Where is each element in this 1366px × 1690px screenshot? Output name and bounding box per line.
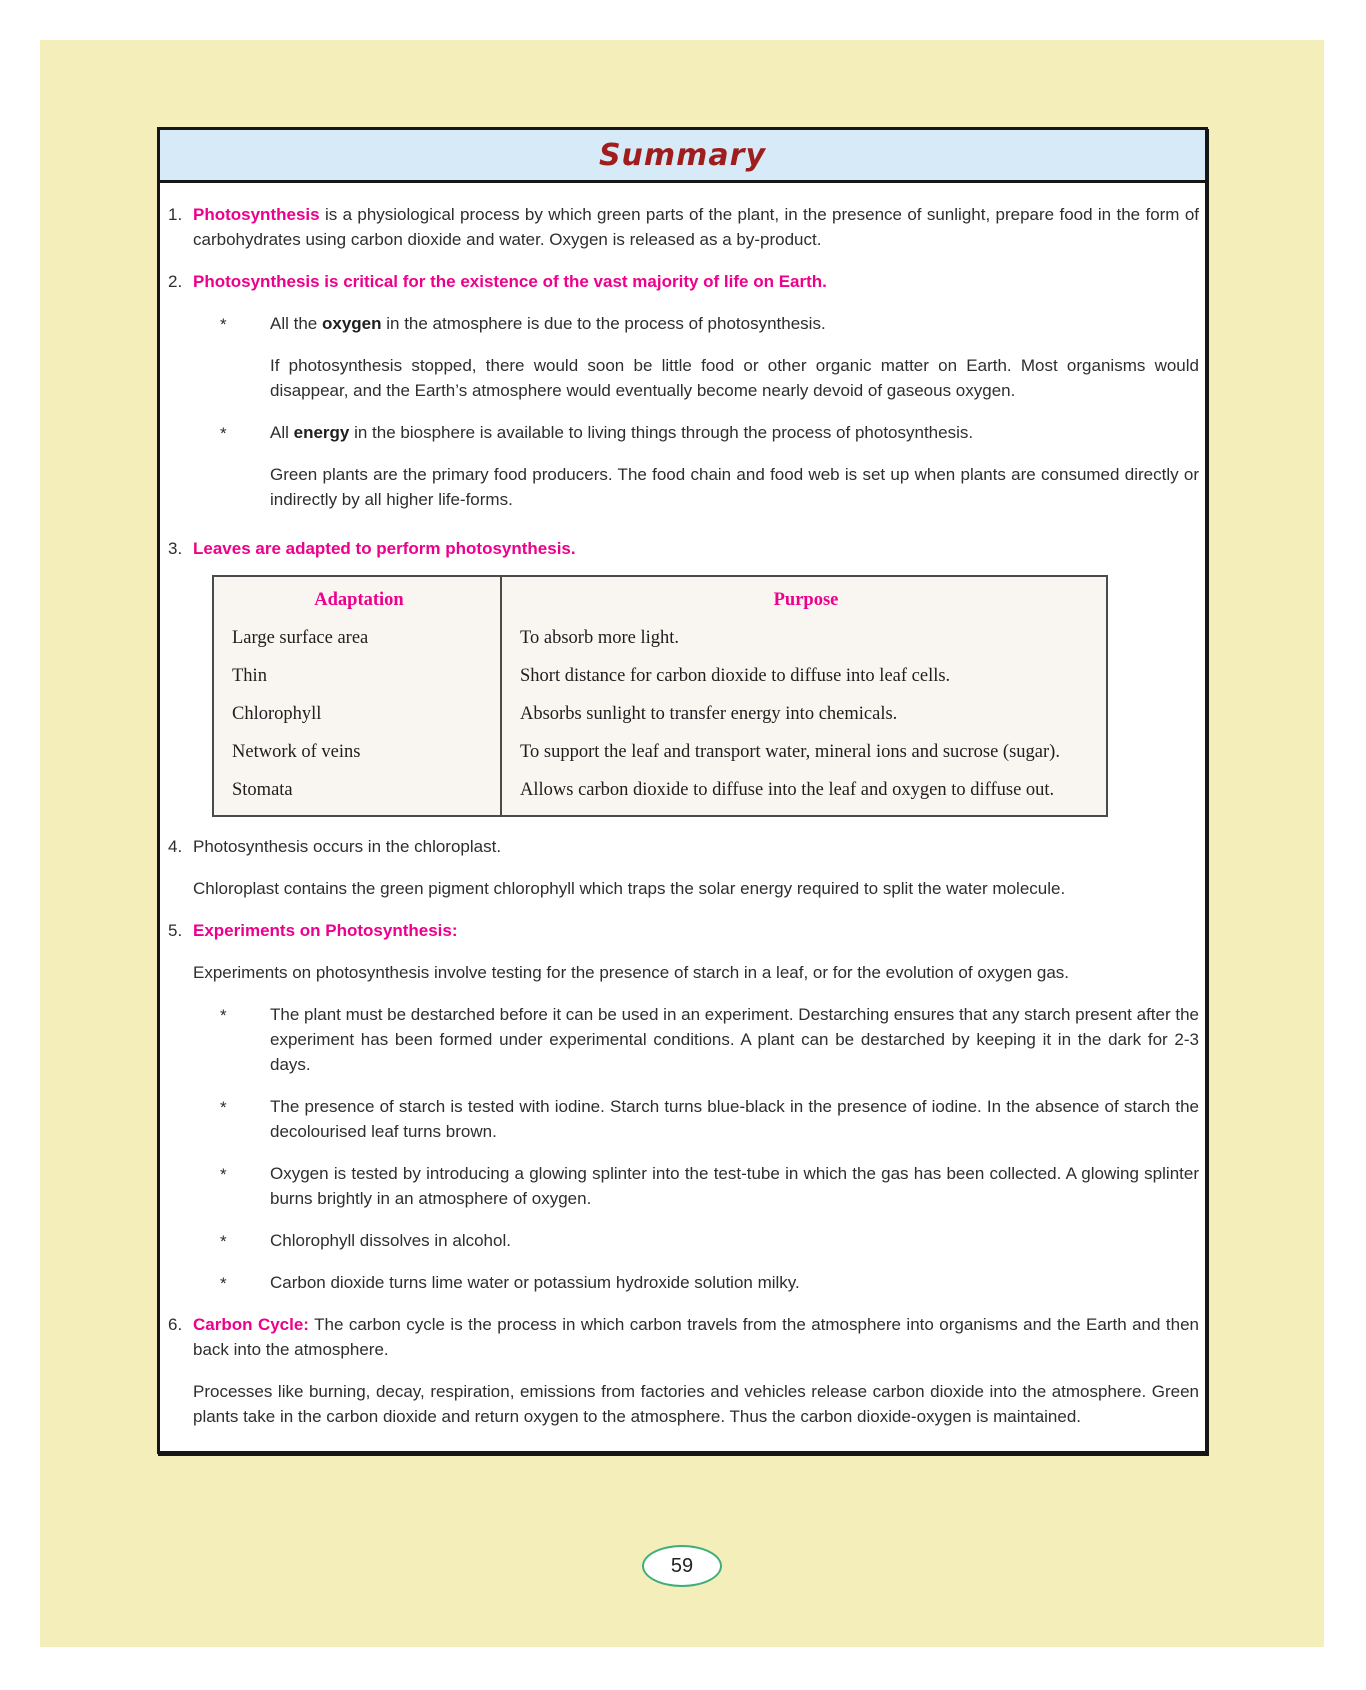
asterisk-bullet-icon: * xyxy=(220,1098,227,1117)
item-4-paragraph: Chloroplast contains the green pigment chlorophyll which traps the solar energy required to split the water molecule. xyxy=(193,879,1066,898)
column-header-adaptation: Adaptation xyxy=(314,590,404,610)
asterisk-bullet-icon: * xyxy=(220,1006,227,1025)
bullet-bold-word: energy xyxy=(293,423,350,442)
adaptation-purpose-table xyxy=(212,575,1108,817)
asterisk-bullet-icon: * xyxy=(220,315,227,334)
textbook-page xyxy=(40,40,1324,1647)
table-row xyxy=(213,733,1107,771)
asterisk-bullet-icon: * xyxy=(220,424,227,443)
item-6-number: 6. xyxy=(168,1315,183,1334)
bullet-text: Oxygen is tested by introducing a glowing splinter into the test-tube in which the gas has been collected. A glowing splinter burns brightly in an atmosphere of oxygen. xyxy=(270,1164,1199,1208)
item-5-number: 5. xyxy=(168,921,183,940)
purpose-cell: Allows carbon dioxide to diffuse into the leaf and oxygen to diffuse out. xyxy=(501,771,1107,816)
summary-header-band xyxy=(160,130,1205,183)
item-6-keyword: Carbon Cycle: xyxy=(193,1315,309,1334)
asterisk-bullet-icon: * xyxy=(220,1274,227,1293)
item-5-heading: Experiments on Photosynthesis: xyxy=(193,921,458,940)
item-6-paragraph: Processes like burning, decay, respiration, emissions from factories and vehicles release carbon dioxide into the atmosphere. Green plants take in the carbon dioxide and return oxygen to the atmosphere. Thus the carbon dioxide-oxygen is maintained. xyxy=(193,1382,1199,1426)
purpose-cell: To support the leaf and transport water, mineral ions and sucrose (sugar). xyxy=(501,733,1107,771)
asterisk-bullet-icon: * xyxy=(220,1232,227,1251)
item-2-paragraph-1: If photosynthesis stopped, there would soon be little food or other organic matter on Earth. Most organisms would disappear, and the Earth’s atmosphere would eventually become nearly devoid of gaseous oxygen. xyxy=(270,356,1199,400)
item-2-bullet-oxygen xyxy=(160,311,1199,336)
item-3-number: 3. xyxy=(168,539,183,558)
summary-box xyxy=(157,127,1208,1454)
item-5-bullet-destarch xyxy=(160,1002,1199,1077)
item-1-number: 1. xyxy=(168,205,183,224)
asterisk-bullet-icon: * xyxy=(220,1165,227,1184)
summary-item-6 xyxy=(160,1312,1199,1362)
item-5-bullet-chlorophyll xyxy=(160,1228,1199,1253)
summary-item-4 xyxy=(160,834,1199,859)
table-header-row xyxy=(213,576,1107,619)
item-5-bullet-iodine xyxy=(160,1094,1199,1144)
item-5-bullet-oxygen-test xyxy=(160,1161,1199,1211)
bullet-text-post: in the biosphere is available to living things through the process of photosynthesis. xyxy=(349,423,974,442)
column-header-purpose: Purpose xyxy=(501,576,1107,619)
bullet-text-pre: All xyxy=(270,423,294,442)
item-1-text: is a physiological process by which green parts of the plant, in the presence of sunlight, prepare food in the form of carbohydrates using carbon dioxide and water. Oxygen is released as a by-product. xyxy=(193,205,1199,249)
item-2-bullet-energy xyxy=(160,420,1199,445)
item-6-text: The carbon cycle is the process in which carbon travels from the atmosphere into organisms and the Earth and then back into the atmosphere. xyxy=(193,1315,1199,1359)
purpose-cell: Absorbs sunlight to transfer energy into chemicals. xyxy=(501,695,1107,733)
item-1-keyword: Photosynthesis xyxy=(193,205,320,224)
purpose-cell: Short distance for carbon dioxide to diffuse into leaf cells. xyxy=(501,657,1107,695)
item-5-bullet-limewater xyxy=(160,1270,1199,1295)
bullet-text: The plant must be destarched before it can be used in an experiment. Destarching ensures that any starch present after the experiment has been formed under experimental conditions. A plant can be destarched by keeping it in the dark for 2-3 days. xyxy=(270,1005,1199,1074)
page-number-badge: 59 xyxy=(642,1545,722,1587)
summary-title: Summary xyxy=(598,137,767,173)
item-2-heading: Photosynthesis is critical for the existence of the vast majority of life on Earth. xyxy=(193,272,827,291)
table-row xyxy=(213,771,1107,816)
summary-item-2 xyxy=(160,269,1199,294)
item-3-heading: Leaves are adapted to perform photosynthesis. xyxy=(193,539,576,558)
item-4-number: 4. xyxy=(168,837,183,856)
purpose-cell: To absorb more light. xyxy=(501,619,1107,657)
summary-item-5 xyxy=(160,918,1199,943)
summary-content xyxy=(160,183,1205,1451)
bullet-text: The presence of starch is tested with iodine. Starch turns blue-black in the presence of iodine. In the absence of starch the decolourised leaf turns brown. xyxy=(270,1097,1199,1141)
item-4-text: Photosynthesis occurs in the chloroplast. xyxy=(193,837,502,856)
summary-item-1 xyxy=(160,202,1199,252)
bullet-text-post: in the atmosphere is due to the process of photosynthesis. xyxy=(381,314,826,333)
item-5-paragraph: Experiments on photosynthesis involve testing for the presence of starch in a leaf, or for the evolution of oxygen gas. xyxy=(193,963,1069,982)
item-2-number: 2. xyxy=(168,272,183,291)
bullet-text-pre: All the xyxy=(270,314,322,333)
adaptation-cell: Network of veins xyxy=(232,742,361,762)
item-2-paragraph-2: Green plants are the primary food producers. The food chain and food web is set up when plants are consumed directly or indirectly by all higher life-forms. xyxy=(270,465,1199,509)
adaptation-cell: Large surface area xyxy=(232,628,369,648)
table-row xyxy=(213,657,1107,695)
bullet-text: Chlorophyll dissolves in alcohol. xyxy=(270,1231,511,1250)
bullet-bold-word: oxygen xyxy=(321,314,382,333)
bullet-text: Carbon dioxide turns lime water or potassium hydroxide solution milky. xyxy=(270,1273,800,1292)
adaptation-cell: Thin xyxy=(232,666,267,686)
page-number-container xyxy=(40,1545,1324,1587)
summary-item-3 xyxy=(160,536,1199,561)
table-row xyxy=(213,695,1107,733)
adaptation-cell: Stomata xyxy=(232,780,293,800)
adaptation-cell: Chlorophyll xyxy=(232,704,322,724)
table-row xyxy=(213,619,1107,657)
